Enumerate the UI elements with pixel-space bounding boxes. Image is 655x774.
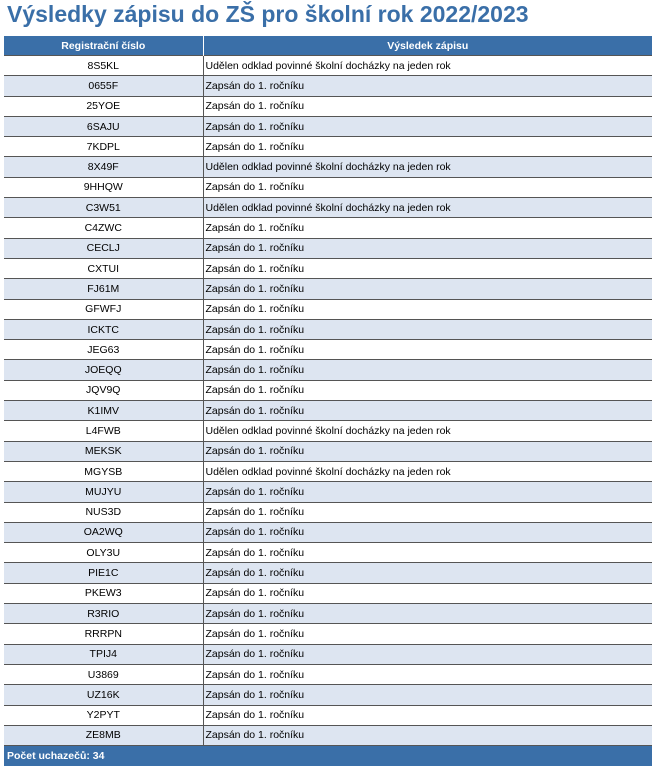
result-cell: Zapsán do 1. ročníku	[203, 137, 652, 157]
table-row	[4, 482, 652, 502]
table-row	[4, 563, 652, 583]
result-cell: Zapsán do 1. ročníku	[203, 218, 652, 238]
result-cell: Zapsán do 1. ročníku	[203, 380, 652, 400]
registration-number-cell: OLY3U	[4, 543, 203, 563]
result-cell: Zapsán do 1. ročníku	[203, 543, 652, 563]
page-title: Výsledky zápisu do ZŠ pro školní rok 2022/2023	[7, 1, 529, 27]
applicant-count: Počet uchazečů: 34	[4, 746, 652, 767]
registration-number-cell: JEG63	[4, 340, 203, 360]
table-header-row	[4, 36, 652, 56]
table-row	[4, 401, 652, 421]
result-cell: Zapsán do 1. ročníku	[203, 177, 652, 197]
header-result: Výsledek zápisu	[203, 36, 652, 56]
results-table	[4, 36, 652, 766]
table-row	[4, 664, 652, 684]
table-row	[4, 157, 652, 177]
registration-number-cell: 25YOE	[4, 96, 203, 116]
result-cell: Zapsán do 1. ročníku	[203, 299, 652, 319]
table-row	[4, 725, 652, 745]
table-row	[4, 461, 652, 481]
registration-number-cell: 9HHQW	[4, 177, 203, 197]
result-cell: Udělen odklad povinné školní docházky na jeden rok	[203, 421, 652, 441]
table-row	[4, 360, 652, 380]
result-cell: Zapsán do 1. ročníku	[203, 583, 652, 603]
registration-number-cell: FJ61M	[4, 279, 203, 299]
registration-number-cell: JQV9Q	[4, 380, 203, 400]
registration-number-cell: TPIJ4	[4, 644, 203, 664]
registration-number-cell: 0655F	[4, 76, 203, 96]
result-cell: Udělen odklad povinné školní docházky na jeden rok	[203, 198, 652, 218]
result-cell: Zapsán do 1. ročníku	[203, 644, 652, 664]
table-row	[4, 441, 652, 461]
table-row	[4, 218, 652, 238]
registration-number-cell: R3RIO	[4, 604, 203, 624]
result-cell: Zapsán do 1. ročníku	[203, 238, 652, 258]
table-row	[4, 96, 652, 116]
registration-number-cell: GFWFJ	[4, 299, 203, 319]
table-row	[4, 238, 652, 258]
table-row	[4, 583, 652, 603]
registration-number-cell: Y2PYT	[4, 705, 203, 725]
result-cell: Zapsán do 1. ročníku	[203, 258, 652, 278]
registration-number-cell: JOEQQ	[4, 360, 203, 380]
result-cell: Zapsán do 1. ročníku	[203, 705, 652, 725]
registration-number-cell: MGYSB	[4, 461, 203, 481]
registration-number-cell: L4FWB	[4, 421, 203, 441]
table-row	[4, 340, 652, 360]
result-cell: Zapsán do 1. ročníku	[203, 116, 652, 136]
table-row	[4, 56, 652, 76]
registration-number-cell: U3869	[4, 664, 203, 684]
registration-number-cell: OA2WQ	[4, 522, 203, 542]
registration-number-cell: UZ16K	[4, 685, 203, 705]
registration-number-cell: K1IMV	[4, 401, 203, 421]
table-row	[4, 543, 652, 563]
table-row	[4, 177, 652, 197]
table-row	[4, 198, 652, 218]
result-cell: Zapsán do 1. ročníku	[203, 502, 652, 522]
header-registration-number: Registrační číslo	[4, 36, 203, 56]
registration-number-cell: MUJYU	[4, 482, 203, 502]
table-row	[4, 299, 652, 319]
registration-number-cell: CECLJ	[4, 238, 203, 258]
registration-number-cell: 7KDPL	[4, 137, 203, 157]
result-cell: Zapsán do 1. ročníku	[203, 725, 652, 745]
result-cell: Zapsán do 1. ročníku	[203, 319, 652, 339]
table-row	[4, 705, 652, 725]
table-row	[4, 279, 652, 299]
table-row	[4, 76, 652, 96]
table-row	[4, 116, 652, 136]
result-cell: Zapsán do 1. ročníku	[203, 685, 652, 705]
registration-number-cell: RRRPN	[4, 624, 203, 644]
result-cell: Zapsán do 1. ročníku	[203, 441, 652, 461]
table-row	[4, 319, 652, 339]
table-row	[4, 522, 652, 542]
registration-number-cell: ZE8MB	[4, 725, 203, 745]
registration-number-cell: 8X49F	[4, 157, 203, 177]
result-cell: Zapsán do 1. ročníku	[203, 482, 652, 502]
result-cell: Zapsán do 1. ročníku	[203, 96, 652, 116]
table-body	[4, 56, 652, 746]
registration-number-cell: 6SAJU	[4, 116, 203, 136]
registration-number-cell: MEKSK	[4, 441, 203, 461]
result-cell: Zapsán do 1. ročníku	[203, 664, 652, 684]
table-row	[4, 685, 652, 705]
registration-number-cell: PIE1C	[4, 563, 203, 583]
result-cell: Zapsán do 1. ročníku	[203, 624, 652, 644]
registration-number-cell: PKEW3	[4, 583, 203, 603]
result-cell: Zapsán do 1. ročníku	[203, 522, 652, 542]
result-cell: Zapsán do 1. ročníku	[203, 76, 652, 96]
result-cell: Zapsán do 1. ročníku	[203, 401, 652, 421]
result-cell: Zapsán do 1. ročníku	[203, 604, 652, 624]
registration-number-cell: CXTUI	[4, 258, 203, 278]
result-cell: Zapsán do 1. ročníku	[203, 340, 652, 360]
registration-number-cell: 8S5KL	[4, 56, 203, 76]
result-cell: Udělen odklad povinné školní docházky na jeden rok	[203, 56, 652, 76]
result-cell: Udělen odklad povinné školní docházky na jeden rok	[203, 157, 652, 177]
table-row	[4, 380, 652, 400]
table-row	[4, 502, 652, 522]
table-row	[4, 624, 652, 644]
registration-number-cell: C3W51	[4, 198, 203, 218]
result-cell: Zapsán do 1. ročníku	[203, 279, 652, 299]
table-footer-row	[4, 746, 652, 767]
table-row	[4, 421, 652, 441]
registration-number-cell: ICKTC	[4, 319, 203, 339]
table-row	[4, 258, 652, 278]
result-cell: Zapsán do 1. ročníku	[203, 563, 652, 583]
result-cell: Zapsán do 1. ročníku	[203, 360, 652, 380]
table-row	[4, 644, 652, 664]
table-row	[4, 604, 652, 624]
registration-number-cell: NUS3D	[4, 502, 203, 522]
table-row	[4, 137, 652, 157]
result-cell: Udělen odklad povinné školní docházky na jeden rok	[203, 461, 652, 481]
registration-number-cell: C4ZWC	[4, 218, 203, 238]
